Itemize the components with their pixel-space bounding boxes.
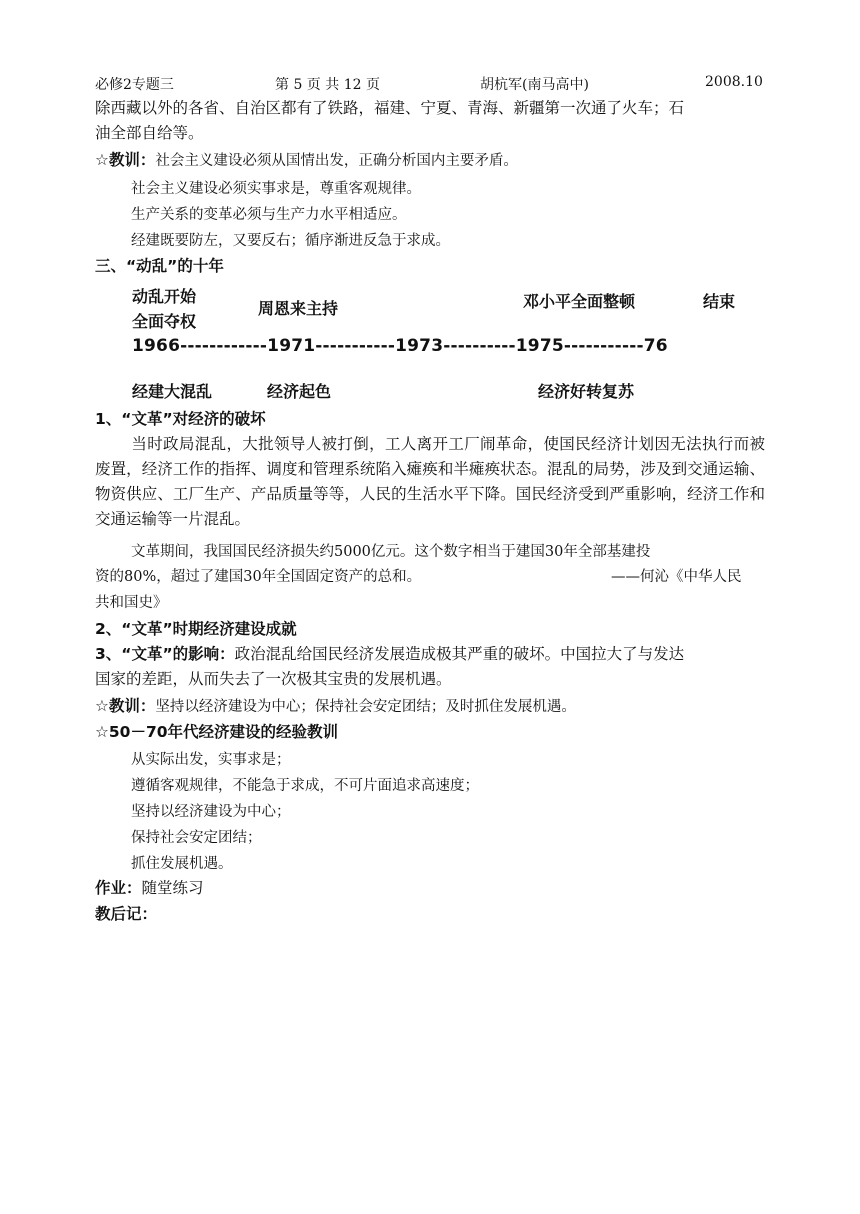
- lesson-1-item: 生产关系的变革必须与生产力水平相适应。: [131, 207, 407, 223]
- timeline-label-improve: 经济起色: [267, 382, 332, 401]
- lesson-1-label: ☆教训：: [95, 151, 156, 169]
- timeline-label-end: 结束: [703, 292, 736, 311]
- experience-item: 遵循客观规律，不能急于求成，不可片面追求高速度；: [131, 778, 479, 794]
- lesson-1: [95, 148, 518, 174]
- lesson-1-item: 经建既要防左，又要反右；循序渐进反急于求成。: [131, 233, 450, 249]
- homework: [95, 876, 204, 901]
- header-author: 胡杭军(南马高中): [480, 77, 589, 93]
- experience-title: ☆50－70年代经济建设的经验教训: [95, 723, 339, 741]
- subsection-1-title: 1、“文革”对经济的破坏: [95, 410, 266, 428]
- timeline-years: 1966------------1971-----------1973----------1975-----------76: [132, 336, 668, 356]
- homework-text: 随堂练习: [141, 879, 204, 897]
- lesson-2: [95, 694, 576, 720]
- lesson-1-text: 社会主义建设必须从国情出发，正确分析国内主要矛盾。: [155, 153, 518, 169]
- afterclass-label: 教后记：: [95, 905, 158, 923]
- experience-item: 从实际出发，实事求是；: [131, 752, 291, 768]
- timeline-label-start-2: 全面夺权: [132, 312, 197, 331]
- lesson-1-item: 社会主义建设必须实事求是，尊重客观规律。: [131, 181, 421, 197]
- subsection-3-text-2: 国家的差距，从而失去了一次极其宝贵的发展机遇。: [95, 670, 452, 688]
- subsection-2-title: 2、“文革”时期经济建设成就: [95, 620, 297, 638]
- subsection-3-text-1: 政治混乱给国民经济发展造成极其严重的破坏。中国拉大了与发达: [234, 645, 685, 663]
- subsection-3: [95, 642, 684, 667]
- quote-line-2: 资的80%，超过了建国30年全国固定资产的总和。: [95, 569, 422, 585]
- header-subject: 必修2专题三: [95, 77, 174, 93]
- timeline-label-chaos: 经建大混乱: [132, 382, 213, 401]
- timeline-label-recover: 经济好转复苏: [538, 382, 635, 401]
- header-date: 2008.10: [705, 74, 763, 90]
- header-page-number: 第 5 页 共 12 页: [275, 77, 380, 93]
- experience-item: 保持社会安定团结；: [131, 830, 262, 846]
- homework-label: 作业：: [95, 879, 142, 897]
- experience-item: 抓住发展机遇。: [131, 856, 233, 872]
- lesson-2-label: ☆教训：: [95, 697, 156, 715]
- timeline-label-start-1: 动乱开始: [132, 287, 197, 306]
- intro-line-1: 除西藏以外的各省、自治区都有了铁路，福建、宁夏、青海、新疆第一次通了火车；石: [95, 99, 685, 117]
- timeline-label-zhou: 周恩来主持: [258, 299, 339, 318]
- section-3-title: 三、“动乱”的十年: [95, 257, 224, 275]
- subsection-1-paragraph: [95, 432, 765, 532]
- quote-source-1: ——何沁《中华人民: [611, 569, 742, 585]
- experience-item: 坚持以经济建设为中心；: [131, 804, 291, 820]
- intro-line-2: 油全部自给等。: [95, 124, 204, 142]
- subsection-3-title: 3、“文革”的影响：: [95, 645, 235, 663]
- quote-line-1: 文革期间，我国国民经济损失约5000亿元。这个数字相当于建国30年全部基建投: [131, 544, 651, 560]
- subsection-1-paragraph-text: 当时政局混乱，大批领导人被打倒，工人离开工厂闹革命，使国民经济计划因无法执行而被废置，经济工作的指挥、调度和管理系统陷入瘫痪和半瘫痪状态。混乱的局势，涉及到交通运输、物资供应、工厂生产、产品质量等等，人民的生活水平下降。国民经济受到严重影响，经济工作和交通运输等一片混乱。: [95, 435, 765, 528]
- quote-source-2: 共和国史》: [95, 595, 168, 611]
- lesson-2-text: 坚持以经济建设为中心；保持社会安定团结；及时抓住发展机遇。: [155, 699, 576, 715]
- timeline-label-deng: 邓小平全面整顿: [523, 292, 636, 311]
